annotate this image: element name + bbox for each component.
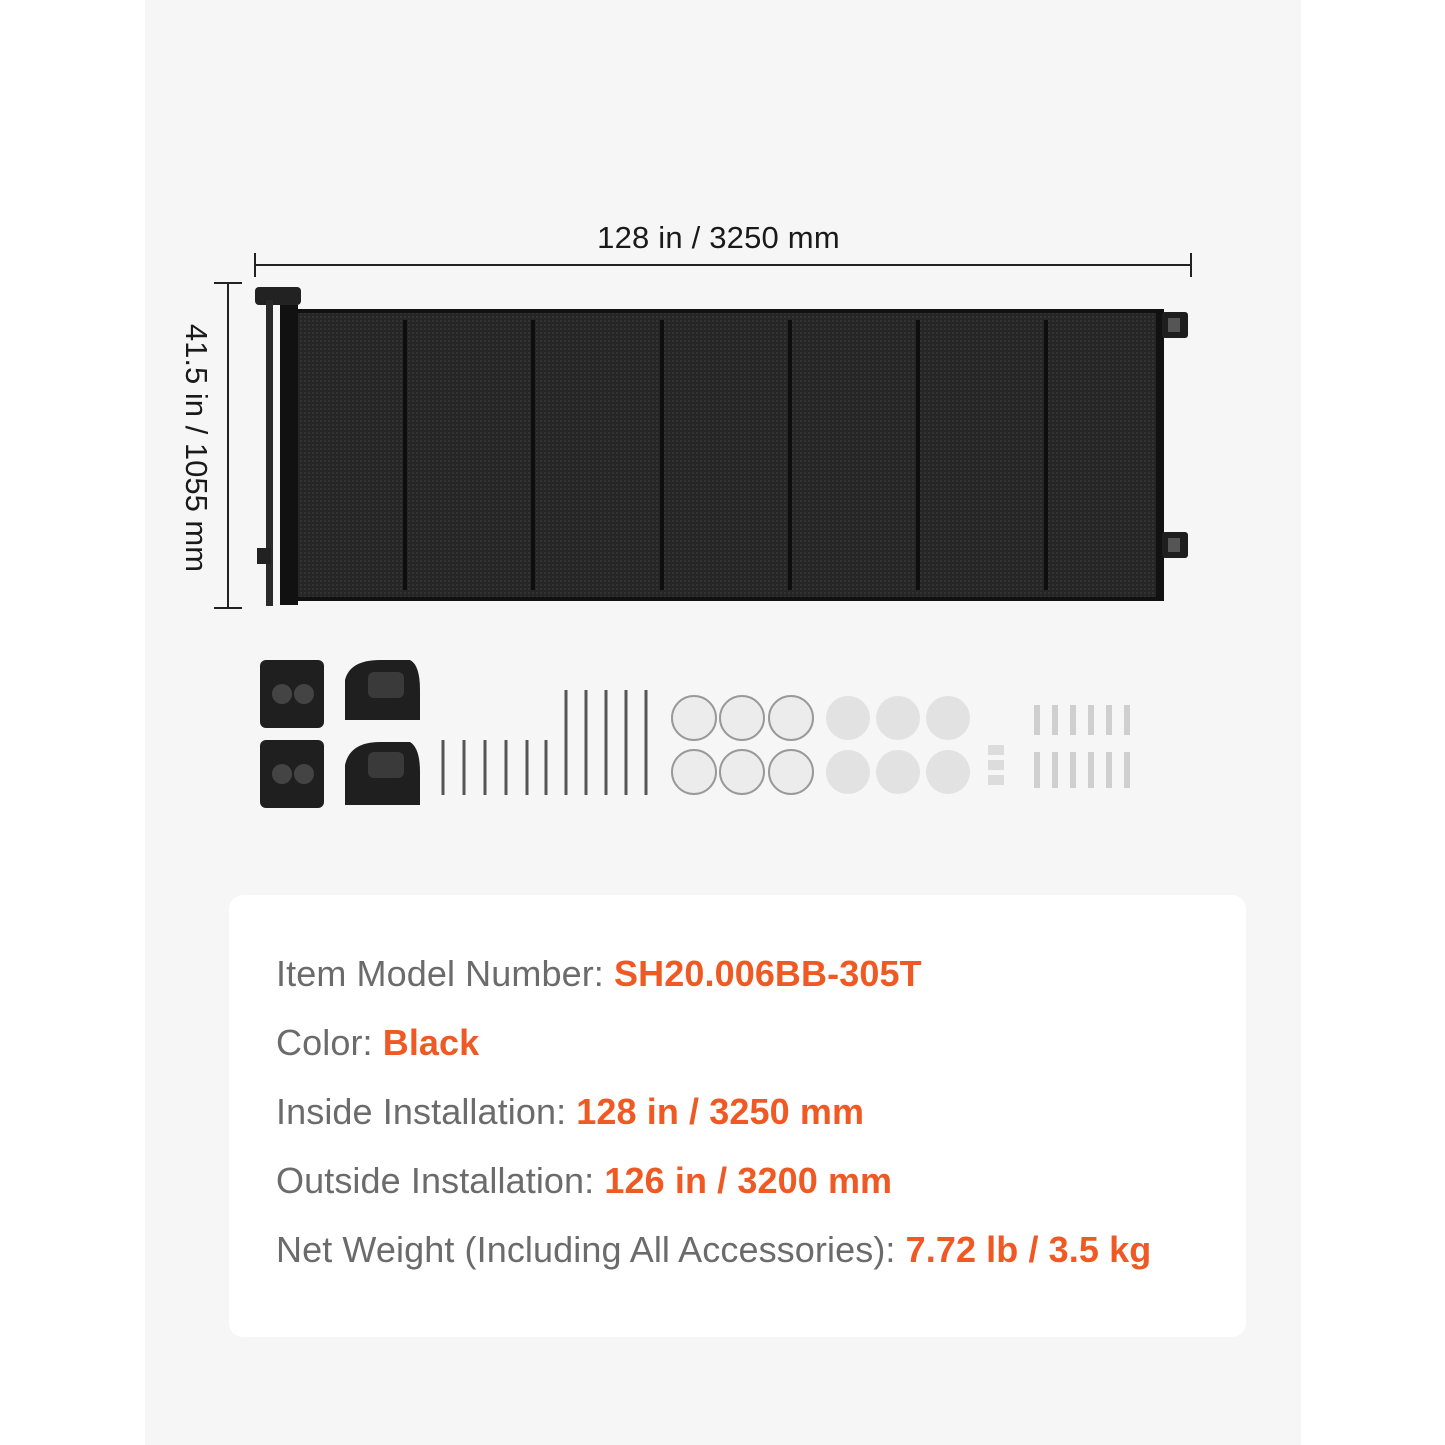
latch-icon [345,660,420,805]
height-dimension-label: 41.5 in / 1055 mm [179,323,214,573]
height-dimension-line [214,283,242,608]
spec-model-number: Item Model Number: SH20.006BB-305T [276,953,922,994]
spec-color: Color: Black [276,1022,480,1063]
short-screw-icon [443,740,546,795]
spec-card [229,895,1246,1337]
wall-bracket-icon [260,660,324,808]
adhesive-pad-icon [826,696,970,794]
spacer-icon [988,745,1004,785]
anchor-icon [1034,705,1130,788]
spec-net-weight: Net Weight (Including All Accessories): 7.72 lb / 3.5 kg [276,1229,1152,1270]
retractable-gate [255,287,1188,606]
ring-mount-icon [672,696,813,794]
spec-outside-installation: Outside Installation: 126 in / 3200 mm [276,1160,893,1201]
width-dimension-line [255,253,1191,277]
width-dimension-label: 128 in / 3250 mm [597,220,840,255]
spec-inside-installation: Inside Installation: 128 in / 3250 mm [276,1091,865,1132]
long-screw-icon [566,690,646,795]
